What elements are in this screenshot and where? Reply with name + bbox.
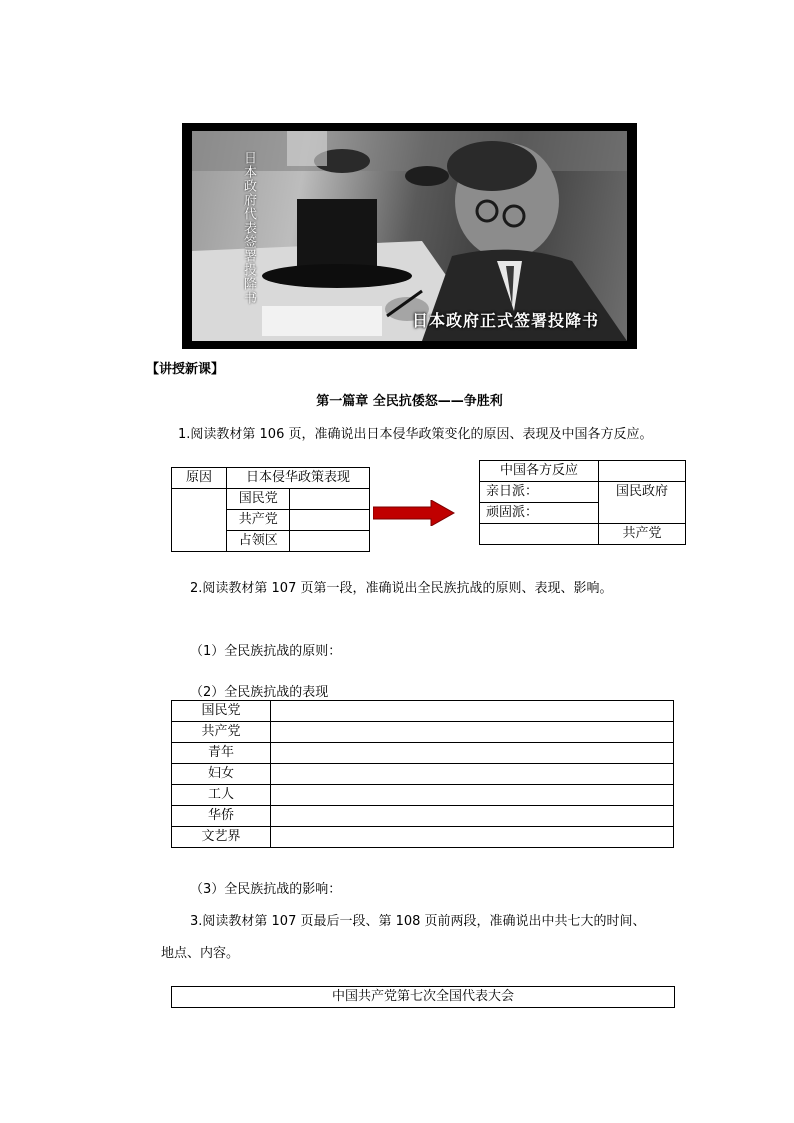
row-label: 国民党 (227, 489, 290, 510)
photo-vertical-caption: 日本政府代表签署投降书 (241, 151, 256, 305)
row-diehard: 顽固派： (480, 503, 599, 524)
row-label: 文艺界 (172, 827, 271, 848)
answer-cell[interactable] (599, 461, 686, 482)
row-label: 华侨 (172, 806, 271, 827)
row-label: 共产党 (172, 722, 271, 743)
answer-cell[interactable] (271, 806, 674, 827)
row-cpc: 共产党 (599, 524, 686, 545)
photo-bottom-caption: 日本政府正式签署投降书 (411, 311, 599, 330)
congress-table (171, 986, 675, 1008)
answer-cell[interactable] (290, 489, 370, 510)
signing-photo (192, 131, 627, 341)
answer-cell[interactable] (290, 510, 370, 531)
question-2-text: 2.阅读教材第 107 页第一段，准确说出全民族抗战的原则、表现、影响。 (190, 581, 613, 596)
chapter-title: 第一篇章 全民抗倭怒——争胜利 (316, 394, 503, 409)
answer-cell[interactable] (290, 531, 370, 552)
resistance-table (171, 700, 674, 848)
row-nationalist-gov: 国民政府 (599, 482, 686, 524)
answer-cell[interactable] (271, 722, 674, 743)
question-3-line1: 3.阅读教材第 107 页最后一段、第 108 页前两段，准确说出中共七大的时间、 (190, 914, 646, 929)
row-label: 共产党 (227, 510, 290, 531)
q2-sub1: （1）全民族抗战的原则： (190, 644, 342, 659)
row-pro-japan: 亲日派： (480, 482, 599, 503)
header-policy: 日本侵华政策表现 (227, 468, 370, 489)
q2-sub2: （2）全民族抗战的表现 (190, 685, 329, 700)
photo-frame (182, 123, 637, 349)
header-reaction: 中国各方反应 (480, 461, 599, 482)
answer-cell[interactable] (271, 785, 674, 806)
row-label: 工人 (172, 785, 271, 806)
row-label: 占领区 (227, 531, 290, 552)
row-label: 国民党 (172, 701, 271, 722)
header-reason: 原因 (172, 468, 227, 489)
section-label: 【讲授新课】 (146, 362, 225, 377)
answer-cell[interactable] (271, 743, 674, 764)
q2-sub3: （3）全民族抗战的影响： (190, 882, 342, 897)
row-label: 妇女 (172, 764, 271, 785)
congress-header: 中国共产党第七次全国代表大会 (172, 987, 675, 1008)
row-label: 青年 (172, 743, 271, 764)
answer-cell[interactable] (480, 524, 599, 545)
reaction-table (479, 460, 686, 545)
answer-cell[interactable] (271, 701, 674, 722)
policy-table (171, 467, 370, 552)
question-3-line2: 地点、内容。 (161, 946, 240, 961)
question-1-text: 1.阅读教材第 106 页，准确说出日本侵华政策变化的原因、表现及中国各方反应。 (178, 427, 653, 442)
answer-cell[interactable] (271, 764, 674, 785)
reason-cell[interactable] (172, 489, 227, 552)
right-arrow-icon (373, 500, 455, 526)
answer-cell[interactable] (271, 827, 674, 848)
